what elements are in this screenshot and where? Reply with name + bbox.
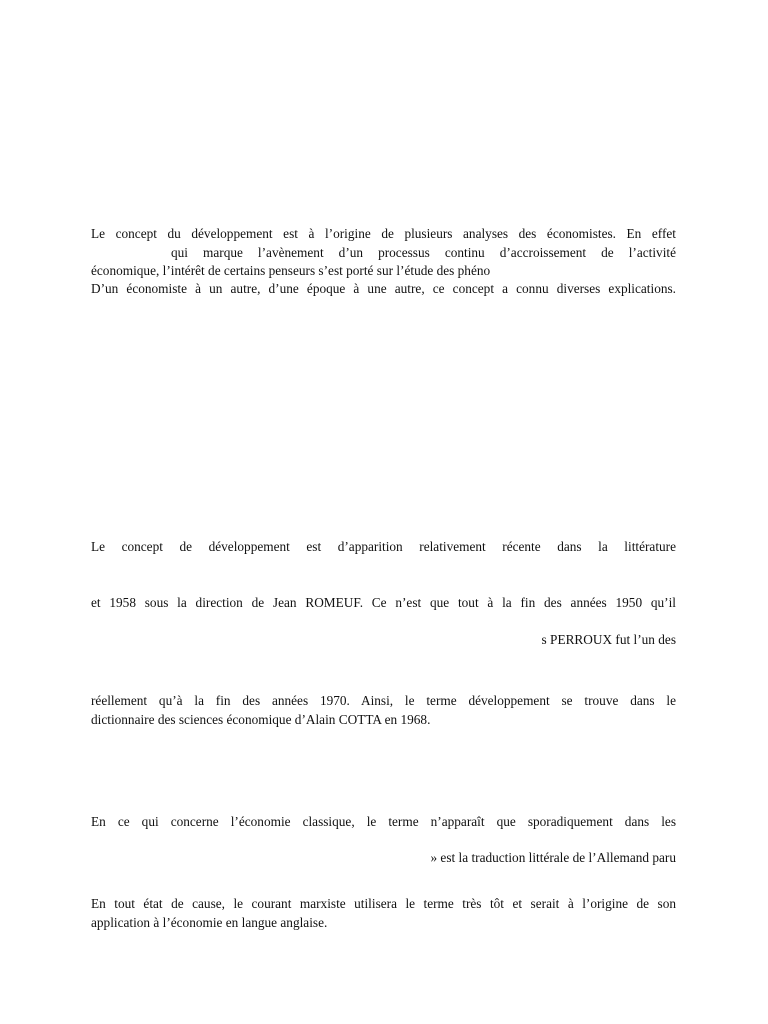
p1-line-1: Le concept du développement est à l’origine de plusieurs analyses des économistes. En effet [91, 226, 676, 241]
p3-line-2: » est la traduction littérale de l’Allemand paru [430, 850, 676, 865]
p1-line-4: D’un économiste à un autre, d’une époque à une autre, ce concept a connu diverses explications. [91, 281, 676, 296]
p1-line-3: économique, l’intérêt de certains penseurs s’est porté sur l’étude des phéno [91, 263, 491, 278]
p2-line-2: et 1958 sous la direction de Jean ROMEUF. Ce n’est que tout à la fin des années 1950 qu’il [91, 595, 676, 610]
p2-line-5: dictionnaire des sciences économique d’Alain COTTA en 1968. [91, 712, 431, 727]
p4-line-2: application à l’économie en langue anglaise. [91, 915, 328, 930]
p4-line-1: En tout état de cause, le courant marxiste utilisera le terme très tôt et serait à l’origine de son [91, 896, 676, 911]
p2-line-3: s PERROUX fut l’un des [541, 632, 676, 647]
p2-line-4: réellement qu’à la fin des années 1970. Ainsi, le terme développement se trouve dans le [91, 693, 676, 708]
p3-line-1: En ce qui concerne l’économie classique, le terme n’apparaît que sporadiquement dans les [91, 814, 676, 829]
p1-line-2: qui marque l’avènement d’un processus continu d’accroissement de l’activité [171, 245, 676, 260]
p2-line-1: Le concept de développement est d’apparition relativement récente dans la littérature [91, 539, 676, 554]
